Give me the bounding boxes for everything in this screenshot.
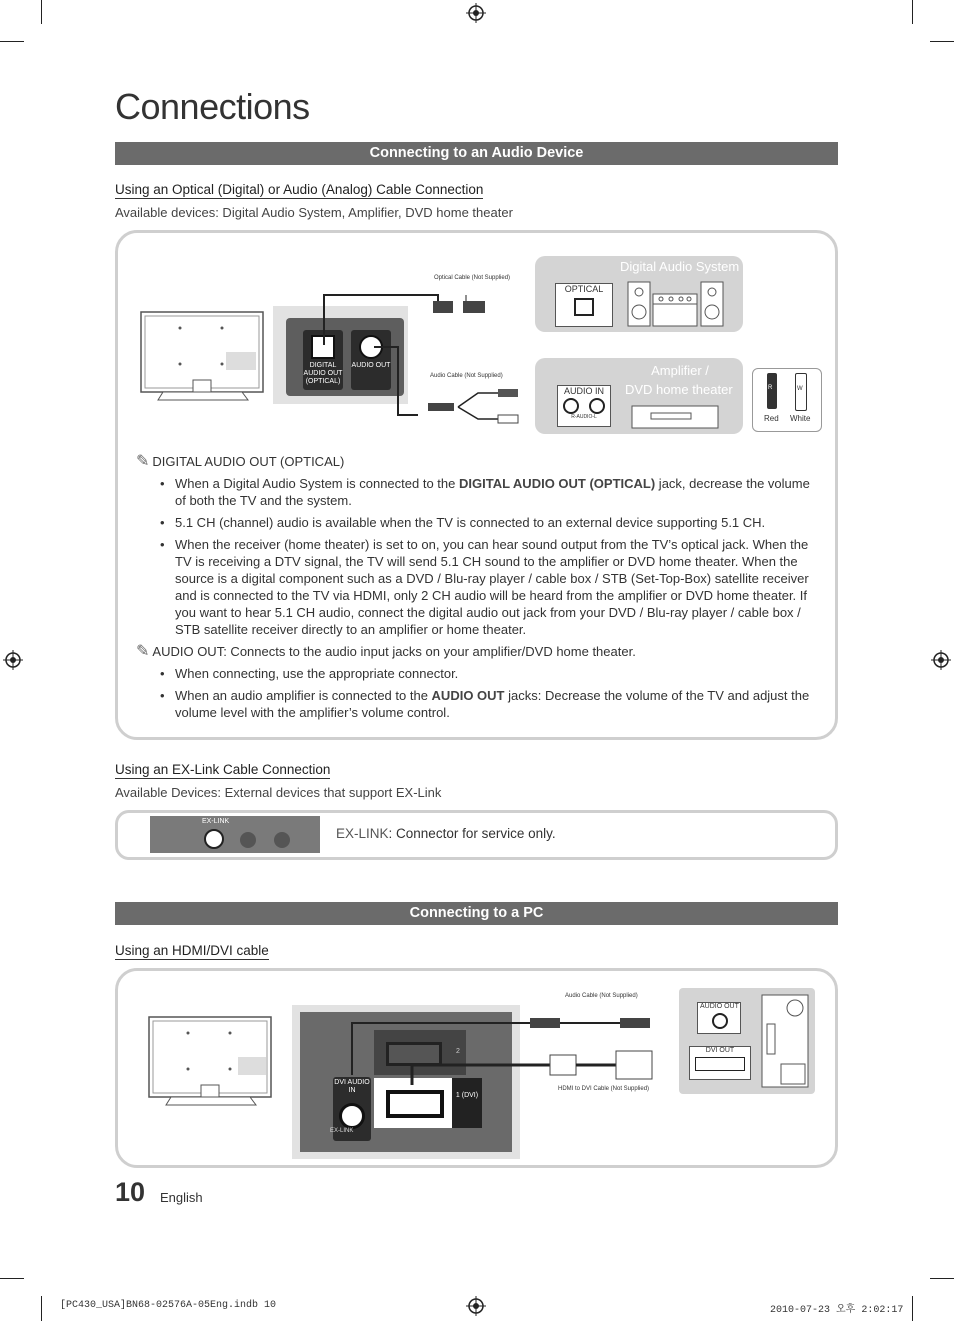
note1-bullet-2: • 5.1 CH (channel) audio is available when the TV is connected to an external device supporting 5.1 CH.: [160, 514, 820, 531]
amplifier-label-2: DVD home theater: [625, 382, 733, 397]
registration-mark-icon: [3, 650, 23, 670]
dvd-player-icon: [631, 402, 721, 430]
b3-text: When the receiver (home theater) is set to on, you can hear sound output from the TV’s optical jack. When the TV is receiving a DTV signal, the TV will send 5.1 CH sound to the amplifier or DVD home theater. When the source is a digital component such as a DVD / Blu-ray player / cable box / STB (Set-Top-Box) satellite receiver and is connected to the TV via HDMI, only 2 CH audio will be heard from the amplifier or DVD home theater. If you want to hear 5.1 CH audio, connect the digital audio out jack from your DVD / Blu-ray player / cable box / STB satellite receiver directly to an amplifier or home theater.: [175, 537, 809, 637]
exlink-description: [336, 826, 556, 841]
note2-bullet-2: • When an audio amplifier is connected to the AUDIO OUT jacks: Decrease the volume of the TV and adjust the volume level with the amplifier’s volume control.: [160, 688, 810, 720]
b1-bold: DIGITAL AUDIO OUT (OPTICAL): [459, 476, 656, 491]
r-audio-l-label: R-AUDIO-L: [571, 414, 597, 420]
optical-port-label: OPTICAL: [564, 284, 604, 294]
red-label: Red: [764, 414, 779, 423]
amplifier-label-1: Amplifier /: [651, 363, 709, 378]
dvi-out-label: DVI OUT: [705, 1047, 735, 1054]
cable-lines: [318, 285, 528, 425]
digital-audio-system-label: Digital Audio System: [620, 259, 740, 274]
audio-in-port-box: [557, 385, 611, 427]
n2b2-post: jacks: Decrease the volume of the TV and adjust the volume level with the amplifier’s volume control.: [175, 688, 810, 720]
plug-w-letter: W: [797, 386, 803, 392]
audio-system-icon: [627, 280, 727, 328]
note2-text: : Connects to the audio input jacks on your amplifier/DVD home theater.: [223, 644, 636, 659]
port-2-label: 2: [456, 1048, 460, 1055]
registration-mark-icon: [931, 650, 951, 670]
page-number: 10: [115, 1177, 146, 1207]
note1-bullet-1: • When a Digital Audio System is connected to the DIGITAL AUDIO OUT (OPTICAL) jack, decrease the volume of both the TV and the system.: [160, 476, 810, 508]
section-bar-pc: Connecting to a PC: [115, 902, 838, 925]
ex-link-small-label: EX-LINK: [330, 1128, 354, 1134]
registration-mark-icon: [466, 1296, 486, 1316]
audio-connection-diagram: [138, 250, 828, 440]
digital-audio-system-box: [535, 256, 743, 332]
audio-in-l-jack-icon: [589, 398, 605, 414]
footer-file: [PC430_USA]BN68-02576A-05Eng.indb 10: [60, 1300, 277, 1311]
exlink-desc-bold: EX-LINK: [336, 826, 389, 841]
tv-port-digital-label: DIGITAL AUDIO OUT (OPTICAL): [303, 362, 343, 385]
section-bar-audio: Connecting to an Audio Device: [115, 142, 838, 165]
n2b1-text: When connecting, use the appropriate connector.: [175, 666, 459, 681]
audio-in-label: AUDIO IN: [563, 386, 604, 396]
dvi-audio-in-label: DVI AUDIO IN: [334, 1079, 370, 1094]
note1-bullet-3: • When the receiver (home theater) is set to on, you can hear sound output from the TV’s optical jack. When the TV is receiving a DTV signal, the TV will send 5.1 CH sound to the amplifier or DVD home theater. When the source is a digital component such as a DVD / Blu-ray player / cable box / STB (Set-Top-Box) satellite receiver and is connected to the TV via HDMI, only 2 CH audio will be heard from the amplifier or DVD home theater. If you want to hear 5.1 CH audio, connect the digital audio out jack from your DVD / Blu-ray player / cable box / STB satellite receiver directly to an amplifier or home theater.: [160, 536, 820, 638]
tv-port-audio-label: AUDIO OUT: [351, 362, 391, 369]
hdmi-dvi-cable-label: HDMI to DVI Cable (Not Supplied): [558, 1086, 650, 1092]
note2-bullet-1: • When connecting, use the appropriate connector.: [160, 665, 820, 682]
subtitle-optical-analog: Using an Optical (Digital) or Audio (Analog) Cable Connection: [115, 182, 484, 197]
plug-color-legend: [752, 368, 822, 432]
jack-icon: [240, 832, 256, 848]
b2-text: 5.1 CH (channel) audio is available when the TV is connected to an external device supporting 5.1 CH.: [175, 515, 766, 530]
b1-pre: When a Digital Audio System is connected to the: [175, 476, 459, 491]
audio-out-port-box: [697, 1002, 741, 1034]
red-plug-icon: [767, 373, 777, 409]
page-title: Connections: [115, 86, 310, 127]
port-1-dvi-label: 1 (DVI): [452, 1078, 482, 1128]
note-pencil-icon: ✎: [136, 453, 150, 470]
optical-cable-label: Optical Cable (Not Supplied): [434, 275, 511, 281]
audio-cable-label: Audio Cable (Not Supplied): [430, 373, 503, 379]
audio-out-jack-icon: [712, 1013, 728, 1029]
amplifier-box: [535, 358, 743, 434]
note-pencil-icon: ✎: [136, 643, 150, 660]
n2b2-bold: AUDIO OUT: [431, 688, 505, 703]
page-language: English: [160, 1190, 203, 1205]
plug-r-letter: R: [768, 385, 773, 391]
note-digital-audio-out: [136, 453, 826, 470]
exlink-desc-text: : Connector for service only.: [388, 826, 556, 841]
jack-icon: [274, 832, 290, 848]
dvi-out-jack-icon: [695, 1057, 745, 1071]
footer-date: 2010-07-23 오후 2:02:17: [770, 1305, 904, 1316]
pc-tower-icon: [761, 994, 809, 1088]
n2b2-pre: When an audio amplifier is connected to the: [175, 688, 432, 703]
pc-audio-cable-label: Audio Cable (Not Supplied): [565, 993, 638, 999]
note1-label: DIGITAL AUDIO OUT (OPTICAL): [152, 454, 345, 469]
note-audio-out: [136, 643, 826, 660]
tv-rear-icon: [146, 1013, 276, 1108]
white-label: White: [790, 414, 811, 423]
optical-port-icon: [574, 298, 594, 316]
subtitle-hdmi-dvi: Using an HDMI/DVI cable: [115, 943, 269, 958]
pc-connection-diagram: [140, 985, 830, 1163]
tv-rear-icon: [138, 308, 268, 403]
b1-post: jack, decrease the volume of both the TV and the system.: [175, 476, 810, 508]
audio-in-r-jack-icon: [563, 398, 579, 414]
pc-box: [679, 988, 815, 1094]
exlink-port-label: EX-LINK: [202, 818, 230, 825]
registration-mark-icon: [466, 3, 486, 23]
available-devices-exlink: Available Devices: External devices that support EX-Link: [115, 785, 442, 800]
exlink-jack-icon: [204, 829, 224, 849]
subtitle-exlink: Using an EX-Link Cable Connection: [115, 762, 331, 777]
available-devices-audio: Available devices: Digital Audio System, Amplifier, DVD home theater: [115, 205, 513, 220]
dvi-out-port-box: [689, 1046, 751, 1080]
exlink-port-image: [150, 816, 320, 853]
dvi-audio-jack-icon: [339, 1103, 365, 1129]
note2-label: AUDIO OUT: [152, 644, 224, 659]
audio-out-label: AUDIO OUT: [700, 1003, 739, 1010]
optical-port-box: [555, 283, 613, 327]
white-plug-icon: [795, 373, 807, 411]
